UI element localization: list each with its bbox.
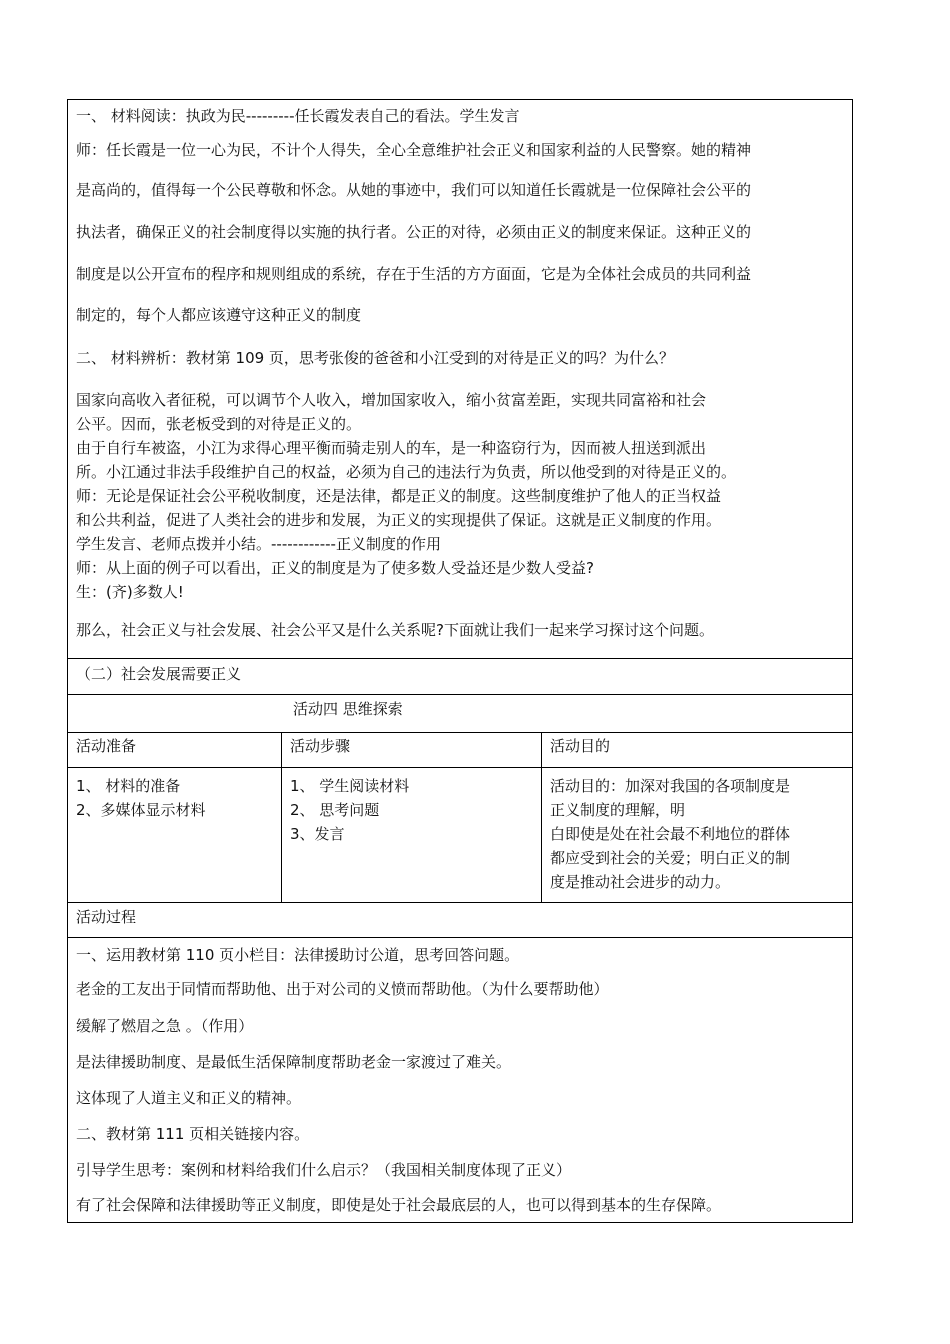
para-line: 所。小江通过非法手段维护自己的权益，必须为自己的违法行为负责，所以他受到的对待是正义的。 [76,463,737,481]
header-steps [282,733,542,768]
process-label-cell [68,903,853,938]
step-item: 1、 学生阅读材料 [290,777,410,795]
para-line: 师：从上面的例子可以看出，正义的制度是为了使多数人受益还是少数人受益? [76,559,594,577]
step-item: 3、发言 [290,825,345,843]
goal-line: 都应受到社会的关爱；明白正义的制 [550,849,791,867]
reading-section [68,100,853,659]
process-line: 二、教材第 111 页相关链接内容。 [76,1125,310,1143]
prep-item: 1、 材料的准备 [76,777,181,795]
process-line: 老金的工友出于同情而帮助他、出于对公司的义愤而帮助他。（为什么要帮助他） [76,980,609,998]
process-label: 活动过程 [76,908,137,926]
section2-title-cell [68,659,853,695]
section1-line: 是高尚的，值得每一个公民尊敬和怀念。从她的事迹中，我们可以知道任长霞就是一位保障社会公平的 [76,181,752,199]
goal-line: 活动目的：加深对我国的各项制度是 [550,777,791,795]
process-line: 一、运用教材第 110 页小栏目：法律援助讨公道，思考回答问题。 [76,946,520,964]
header-prep [68,733,282,768]
goal-cell [542,768,853,903]
prep-cell [68,768,282,903]
goal-line: 度是推动社会进步的动力。 [550,873,731,891]
closing-line: 那么，社会正义与社会发展、社会公平又是什么关系呢?下面就让我们一起来学习探讨这个问题。 [76,621,714,639]
section1-line: 一、 材料阅读：执政为民---------任长霞发表自己的看法。学生发言 [76,107,520,125]
step-item: 2、 思考问题 [290,801,380,819]
process-body [68,938,853,1223]
header-goal-label: 活动目的 [550,737,611,755]
para-line: 公平。因而，张老板受到的对待是正义的。 [76,415,362,433]
prep-item: 2、多媒体显示材料 [76,801,206,819]
process-line: 有了社会保障和法律援助等正义制度，即使是处于社会最底层的人，也可以得到基本的生存保障。 [76,1196,722,1214]
section1-line: 制度是以公开宣布的程序和规则组成的系统，存在于生活的方方面面，它是为全体社会成员的共同利益 [76,265,752,283]
header-steps-label: 活动步骤 [290,737,351,755]
goal-line: 白即使是处在社会最不利地位的群体 [550,825,791,843]
lesson-table [67,99,853,1223]
para-line: 生：(齐)多数人! [76,583,184,601]
process-line: 这体现了人道主义和正义的精神。 [76,1089,302,1107]
process-line: 缓解了燃眉之急 。（作用） [76,1017,254,1035]
section1-line: 二、 材料辨析：教材第 109 页，思考张俊的爸爸和小江受到的对待是正义的吗？为什么？ [76,349,674,367]
header-goal [542,733,853,768]
para-line: 学生发言、老师点拨并小结。------------正义制度的作用 [76,535,441,553]
section2-title: （二）社会发展需要正义 [76,665,242,683]
steps-cell [282,768,542,903]
goal-line: 正义制度的理解，明 [550,801,686,819]
para-line: 师：无论是保证社会公平税收制度，还是法律，都是正义的制度。这些制度维护了他人的正当权益 [76,487,722,505]
para-line: 由于自行车被盗，小江为求得心理平衡而骑走别人的车，是一种盗窃行为，因而被人扭送到派出 [76,439,707,457]
header-prep-label: 活动准备 [76,737,137,755]
activity-title-cell [68,695,853,733]
activity-title: 活动四 思维探索 [293,700,403,718]
process-line: 是法律援助制度、是最低生活保障制度帮助老金一家渡过了难关。 [76,1053,512,1071]
section1-line: 制定的，每个人都应该遵守这种正义的制度 [76,306,362,324]
para-line: 国家向高收入者征税，可以调节个人收入，增加国家收入，缩小贫富差距，实现共同富裕和社会 [76,391,707,409]
para-line: 和公共利益，促进了人类社会的进步和发展，为正义的实现提供了保证。这就是正义制度的作用。 [76,511,722,529]
process-line: 引导学生思考：案例和材料给我们什么启示？（我国相关制度体现了正义） [76,1161,572,1179]
section1-line: 执法者，确保正义的社会制度得以实施的执行者。公正的对待，必须由正义的制度来保证。这种正义的 [76,223,752,241]
document-page [67,99,852,1223]
section1-line: 师：任长霞是一位一心为民，不计个人得失，全心全意维护社会正义和国家利益的人民警察。她的精神 [76,141,752,159]
